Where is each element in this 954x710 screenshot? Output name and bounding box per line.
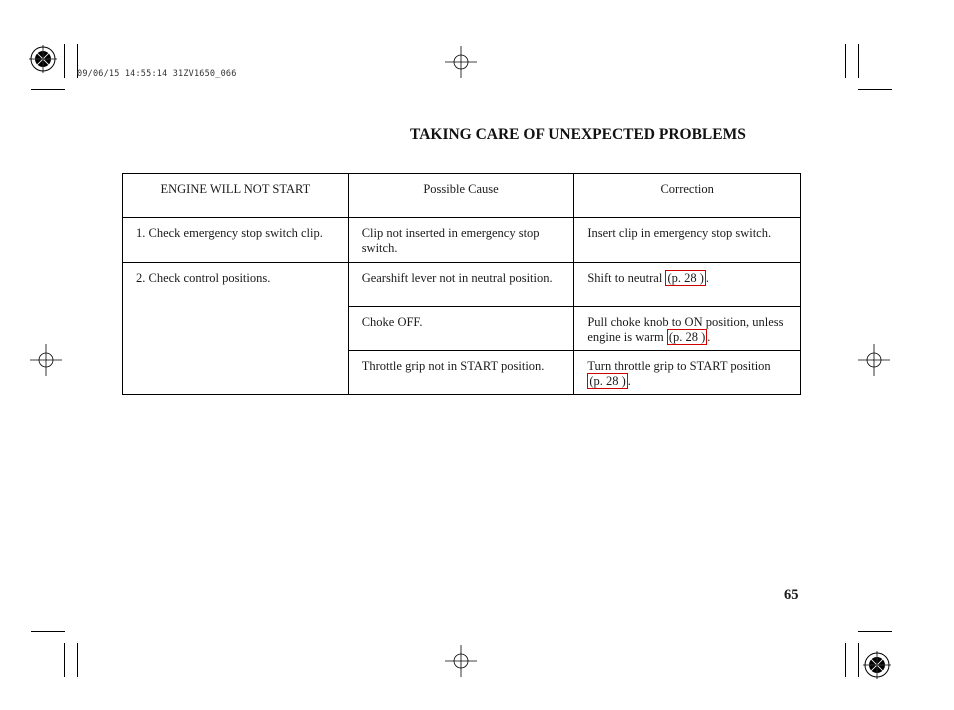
table-row (123, 263, 801, 307)
cause-cell: Throttle grip not in START position. (348, 351, 574, 395)
crosshair-icon (445, 46, 477, 78)
cause-cell: Gearshift lever not in neutral position. (348, 263, 574, 307)
cause-cell: Choke OFF. (348, 307, 574, 351)
print-stamp: 09/06/15 14:55:14 31ZV1650_066 (77, 69, 237, 79)
crosshair-icon (30, 344, 62, 376)
table-row (123, 218, 801, 263)
check-step: 2. Check control positions. (136, 271, 271, 285)
correction-cell (574, 307, 801, 351)
table-header-row (123, 174, 801, 218)
correction-punct: . (705, 271, 710, 285)
correction-text: Turn throttle grip to START position (587, 359, 771, 373)
correction-text: Shift to neutral (587, 271, 666, 285)
page-reference-link[interactable]: (p. 28 ) (668, 330, 706, 344)
check-cell (123, 218, 349, 263)
correction-punct: . (707, 330, 711, 344)
registration-target-icon (28, 44, 58, 74)
crosshair-icon (445, 645, 477, 677)
correction-punct: . (627, 374, 631, 388)
table-header: Correction (574, 174, 801, 218)
correction-text: Pull choke knob to ON position, unless engine is warm (587, 315, 784, 344)
table-header: ENGINE WILL NOT START (123, 174, 349, 218)
cause-cell: Clip not inserted in emergency stop switch. (348, 218, 574, 263)
correction-cell (574, 218, 801, 263)
correction-cell (574, 263, 801, 307)
check-step: 1. Check emergency stop switch clip. (136, 226, 323, 240)
correction-cell (574, 351, 801, 395)
page-number: 65 (784, 587, 799, 603)
crosshair-icon (858, 344, 890, 376)
section-title: TAKING CARE OF UNEXPECTED PROBLEMS (410, 126, 746, 143)
registration-target-icon (862, 650, 892, 680)
page-reference-link[interactable]: (p. 28 ) (589, 374, 626, 388)
table-header: Possible Cause (348, 174, 574, 218)
troubleshooting-table (122, 173, 801, 395)
page-reference-link[interactable]: (p. 28 ) (667, 271, 704, 285)
correction-text: Insert clip in emergency stop switch. (587, 226, 772, 240)
check-cell (123, 263, 349, 395)
